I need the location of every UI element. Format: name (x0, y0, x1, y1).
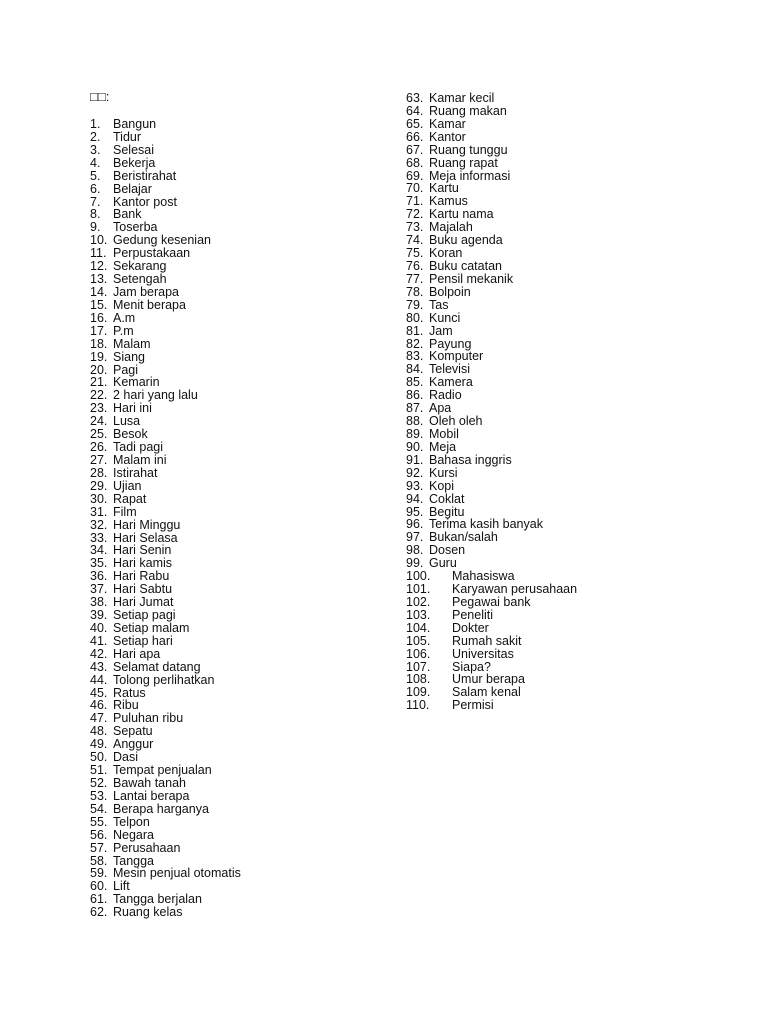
vocab-item-number: 90. (406, 439, 424, 454)
vocab-item-number: 37. (90, 582, 108, 597)
vocab-item-word: Bolpoin (429, 284, 471, 299)
vocab-item-word: Jam (429, 323, 453, 338)
vocab-item-word: Lantai berapa (113, 788, 190, 803)
vocab-item-word: Meja informasi (429, 168, 511, 183)
vocab-item-number: 104. (406, 620, 431, 635)
vocab-item-word: A.m (113, 310, 136, 325)
vocab-item-number: 21. (90, 375, 108, 390)
vocab-item-word: Hari Minggu (113, 517, 181, 532)
vocab-item-number: 86. (406, 388, 424, 403)
vocab-item-number: 109. (406, 685, 431, 700)
vocab-item-word: Mesin penjual otomatis (113, 866, 241, 881)
vocab-item-number: 11. (90, 246, 107, 261)
vocab-item-word: Hari Rabu (113, 569, 170, 584)
vocab-item-word: Setengah (113, 272, 167, 287)
vocab-item (406, 699, 577, 712)
vocab-item-word: Setiap hari (113, 633, 173, 648)
vocab-item-word: Hari Sabtu (113, 582, 173, 597)
vocab-item-word: Tangga (113, 853, 155, 868)
vocab-item-word: Film (113, 504, 137, 519)
vocab-item-word: Istirahat (113, 465, 158, 480)
vocab-item-number: 75. (406, 246, 424, 261)
vocab-item-number: 1. (90, 117, 101, 131)
vocab-item-word: Universitas (452, 646, 514, 661)
vocab-item-word: Kartu (429, 181, 459, 196)
vocab-item-word: P.m (113, 323, 134, 338)
vocab-item-word: Malam ini (113, 452, 167, 467)
vocab-item-word: Kunci (429, 310, 461, 325)
vocab-item-word: Kamar (429, 116, 466, 131)
vocab-item-number: 85. (406, 375, 424, 390)
vocab-item-number: 88. (406, 414, 424, 429)
vocab-item-number: 93. (406, 478, 424, 493)
vocab-item-word: Besok (113, 427, 148, 442)
vocab-item-number: 7. (90, 194, 101, 209)
vocab-item-number: 92. (406, 465, 424, 480)
vocab-item-word: 2 hari yang lalu (113, 388, 198, 403)
vocab-item-number: 43. (90, 659, 108, 674)
vocab-item-word: Rumah sakit (452, 633, 522, 648)
vocab-item-word: Perpustakaan (113, 246, 191, 261)
vocab-item-word: Bekerja (113, 155, 156, 170)
vocab-item-number: 110. (406, 698, 430, 713)
vocab-item-number: 16. (90, 310, 108, 325)
vocab-item-number: 31. (90, 504, 108, 519)
vocab-item-word: Toserba (113, 220, 158, 235)
vocab-item-number: 95. (406, 504, 424, 519)
vocab-item-number: 71. (406, 194, 424, 209)
vocab-item-word: Salam kenal (452, 685, 521, 700)
vocab-item-word: Belajar (113, 181, 152, 196)
vocab-item-word: Tas (429, 297, 449, 312)
vocab-item-word: Hari ini (113, 401, 152, 416)
vocab-item-word: Karyawan perusahaan (452, 582, 578, 597)
vocab-item-word: Hari Senin (113, 543, 172, 558)
vocab-item-number: 32. (90, 517, 108, 532)
vocab-item-word: Ruang rapat (429, 155, 498, 170)
vocab-item-number: 14. (90, 284, 108, 299)
vocab-item-word: Rapat (113, 491, 147, 506)
vocab-item-word: Televisi (429, 362, 470, 377)
vocab-item-number: 28. (90, 465, 108, 480)
vocab-item-word: Kamera (429, 375, 473, 390)
vocab-item-word: Setiap malam (113, 620, 190, 635)
vocab-item-word: Kamar kecil (429, 91, 495, 105)
vocab-item-word: Ujian (113, 478, 142, 493)
vocab-item-number: 96. (406, 517, 424, 532)
vocab-item-number: 22. (90, 388, 108, 403)
vocab-item-number: 70. (406, 181, 424, 196)
vocab-item-word: Selamat datang (113, 659, 201, 674)
vocab-item-word: Terima kasih banyak (429, 517, 543, 532)
vocab-item-number: 38. (90, 595, 108, 610)
vocab-item-word: Ribu (113, 698, 139, 713)
vocab-item-number: 98. (406, 543, 424, 558)
vocab-item-number: 66. (406, 129, 424, 144)
vocab-item-number: 101. (406, 582, 431, 597)
vocab-item-word: Buku agenda (429, 233, 503, 248)
vocabulary-list-right (406, 92, 577, 712)
vocabulary-list-left (90, 118, 241, 919)
vocab-item-word: Payung (429, 336, 472, 351)
vocab-item-word: Coklat (429, 491, 465, 506)
vocab-item-word: Tolong perlihatkan (113, 672, 215, 687)
vocab-item-word: Hari kamis (113, 556, 173, 571)
vocab-item-word: Meja (429, 439, 457, 454)
vocab-item-number: 99. (406, 556, 424, 571)
vocab-item-word: Dokter (452, 620, 489, 635)
vocab-item-number: 67. (406, 142, 424, 157)
vocab-item-number: 97. (406, 530, 424, 545)
vocab-item-number: 13. (90, 272, 108, 287)
vocab-item (406, 648, 577, 661)
vocab-item-number: 108. (406, 672, 431, 687)
vocab-item-word: Beristirahat (113, 168, 177, 183)
vocab-item-word: Bukan/salah (429, 530, 498, 545)
vocab-item-word: Mobil (429, 426, 459, 441)
vocab-item-number: 4. (90, 155, 101, 170)
vocab-item-number: 39. (90, 608, 108, 623)
vocab-item-word: Bank (113, 207, 142, 222)
vocab-item-word: Komputer (429, 349, 484, 364)
vocab-item-word: Apa (429, 401, 452, 416)
vocab-item-word: Bangun (113, 117, 157, 131)
vocab-item-number: 105. (406, 633, 431, 648)
vocab-item-number: 50. (90, 750, 108, 765)
vocab-item-number: 53. (90, 788, 108, 803)
vocab-item-number: 55. (90, 814, 108, 829)
vocab-item-word: Negara (113, 827, 154, 842)
vocab-item-word: Tadi pagi (113, 440, 164, 455)
vocab-item-word: Kemarin (113, 375, 160, 390)
vocab-item-word: Kartu nama (429, 207, 494, 222)
vocab-item-word: Ruang kelas (113, 905, 183, 920)
vocab-item-number: 63. (406, 91, 424, 105)
vocab-item-number: 80. (406, 310, 424, 325)
vocab-item-word: Peneliti (452, 607, 493, 622)
vocab-item-number: 26. (90, 440, 108, 455)
vocab-item-word: Pagi (113, 362, 139, 377)
vocab-item-word: Tempat penjualan (113, 763, 212, 778)
vocab-item-word: Siang (113, 349, 145, 364)
vocab-item-word: Puluhan ribu (113, 711, 184, 726)
vocab-item-number: 5. (90, 168, 101, 183)
vocab-item-number: 3. (90, 142, 101, 157)
vocab-item-number: 40. (90, 620, 108, 635)
vocab-item-word: Pensil mekanik (429, 271, 514, 286)
vocab-item-number: 89. (406, 426, 424, 441)
vocab-item-number: 19. (90, 349, 108, 364)
vocab-item-word: Bawah tanah (113, 776, 186, 791)
vocab-item-word: Kamus (429, 194, 468, 209)
vocab-item-number: 91. (406, 452, 424, 467)
vocab-item-number: 46. (90, 698, 108, 713)
vocab-item-word: Dosen (429, 543, 466, 558)
vocab-item-word: Kantor (429, 129, 466, 144)
vocab-item-word: Berapa harganya (113, 801, 209, 816)
vocab-item-number: 45. (90, 685, 108, 700)
vocab-item-word: Kursi (429, 465, 458, 480)
vocab-item-word: Umur berapa (452, 672, 525, 687)
vocab-item-number: 49. (90, 737, 108, 752)
vocab-item-word: Malam (113, 336, 151, 351)
vocab-item-word: Telpon (113, 814, 150, 829)
vocab-item-word: Lift (113, 879, 130, 894)
vocab-item-number: 30. (90, 491, 108, 506)
vocab-item-word: Lusa (113, 414, 141, 429)
vocab-item-number: 83. (406, 349, 424, 364)
vocab-item-number: 6. (90, 181, 101, 196)
vocab-item-number: 103. (406, 607, 431, 622)
vocab-item-number: 9. (90, 220, 101, 235)
vocab-item-number: 72. (406, 207, 424, 222)
vocab-item-number: 65. (406, 116, 424, 131)
vocab-item-number: 102. (406, 594, 431, 609)
vocab-item-number: 56. (90, 827, 108, 842)
vocab-item-number: 81. (406, 323, 424, 338)
vocab-item-number: 10. (90, 233, 108, 248)
vocab-item-word: Mahasiswa (452, 569, 515, 584)
vocab-item-number: 25. (90, 427, 108, 442)
vocab-item-number: 18. (90, 336, 108, 351)
vocab-item-word: Kantor post (113, 194, 177, 209)
vocab-item-number: 52. (90, 776, 108, 791)
vocab-item-word: Ruang makan (429, 103, 507, 118)
vocab-item-word: Tidur (113, 129, 142, 144)
vocab-item-number: 12. (90, 259, 108, 274)
vocab-item-number: 51. (90, 763, 108, 778)
vocab-item-word: Oleh oleh (429, 414, 483, 429)
vocab-item-number: 58. (90, 853, 108, 868)
vocab-item-number: 82. (406, 336, 424, 351)
vocab-item-word: Radio (429, 388, 462, 403)
vocab-item-number: 64. (406, 103, 424, 118)
vocab-item-word: Ruang tunggu (429, 142, 508, 157)
vocab-item-number: 20. (90, 362, 108, 377)
vocab-item-number: 76. (406, 258, 424, 273)
vocab-item-number: 27. (90, 452, 108, 467)
vocab-item-word: Sekarang (113, 259, 167, 274)
vocab-item-number: 69. (406, 168, 424, 183)
vocab-item-number: 29. (90, 478, 108, 493)
vocab-item-word: Setiap pagi (113, 608, 176, 623)
vocab-item-word: Begitu (429, 504, 465, 519)
vocab-item-word: Hari apa (113, 646, 161, 661)
vocab-item-number: 94. (406, 491, 424, 506)
vocab-item-number: 35. (90, 556, 108, 571)
vocab-item-word: Guru (429, 556, 457, 571)
vocab-item-number: 23. (90, 401, 108, 416)
vocab-item-number: 36. (90, 569, 108, 584)
vocab-item-number: 60. (90, 879, 108, 894)
vocab-item-number: 47. (90, 711, 108, 726)
vocab-item-number: 41. (90, 633, 108, 648)
vocab-item-number: 68. (406, 155, 424, 170)
vocab-item-number: 42. (90, 646, 108, 661)
vocab-item-number: 74. (406, 233, 424, 248)
vocab-item-number: 77. (406, 271, 424, 286)
vocab-item-number: 78. (406, 284, 424, 299)
vocab-item-word: Tangga berjalan (113, 892, 202, 907)
vocab-item-word: Majalah (429, 220, 473, 235)
vocab-item-number: 34. (90, 543, 108, 558)
vocab-item (406, 609, 577, 622)
vocab-item-word: Anggur (113, 737, 154, 752)
vocab-item-word: Hari Selasa (113, 530, 178, 545)
vocab-item-number: 17. (90, 323, 108, 338)
vocab-item-number: 87. (406, 401, 424, 416)
vocab-item-number: 48. (90, 724, 108, 739)
vocab-item-word: Selesai (113, 142, 154, 157)
vocab-item-word: Pegawai bank (452, 594, 531, 609)
vocab-item-number: 79. (406, 297, 424, 312)
vocab-item-number: 33. (90, 530, 108, 545)
vocab-item-number: 24. (90, 414, 108, 429)
vocab-item-word: Perusahaan (113, 840, 181, 855)
vocab-item-number: 2. (90, 129, 101, 144)
vocab-item-number: 73. (406, 220, 424, 235)
vocab-item-number: 84. (406, 362, 424, 377)
vocab-item-word: Ratus (113, 685, 146, 700)
vocab-item-word: Menit berapa (113, 297, 186, 312)
vocab-item-word: Siapa? (452, 659, 491, 674)
vocab-item-number: 107. (406, 659, 431, 674)
vocabulary-heading: □□: (90, 89, 110, 104)
vocab-item-number: 62. (90, 905, 108, 920)
vocab-item-number: 8. (90, 207, 101, 222)
vocab-item-word: Kopi (429, 478, 455, 493)
vocab-item-number: 61. (90, 892, 108, 907)
vocab-item-word: Dasi (113, 750, 139, 765)
vocab-item-number: 15. (90, 297, 108, 312)
vocab-item-word: Koran (429, 246, 463, 261)
vocab-item-word: Gedung kesenian (113, 233, 211, 248)
vocab-item-word: Buku catatan (429, 258, 502, 273)
vocab-item-number: 59. (90, 866, 108, 881)
vocab-item-word: Bahasa inggris (429, 452, 512, 467)
vocab-item-word: Permisi (452, 698, 494, 713)
vocab-item-number: 54. (90, 801, 108, 816)
vocab-item-number: 106. (406, 646, 431, 661)
vocab-item-word: Sepatu (113, 724, 153, 739)
vocab-item (90, 906, 241, 919)
vocab-item-word: Hari Jumat (113, 595, 174, 610)
vocab-item-number: 44. (90, 672, 108, 687)
vocab-item-number: 57. (90, 840, 108, 855)
vocab-item-word: Jam berapa (113, 284, 180, 299)
vocab-item-number: 100. (406, 569, 431, 584)
